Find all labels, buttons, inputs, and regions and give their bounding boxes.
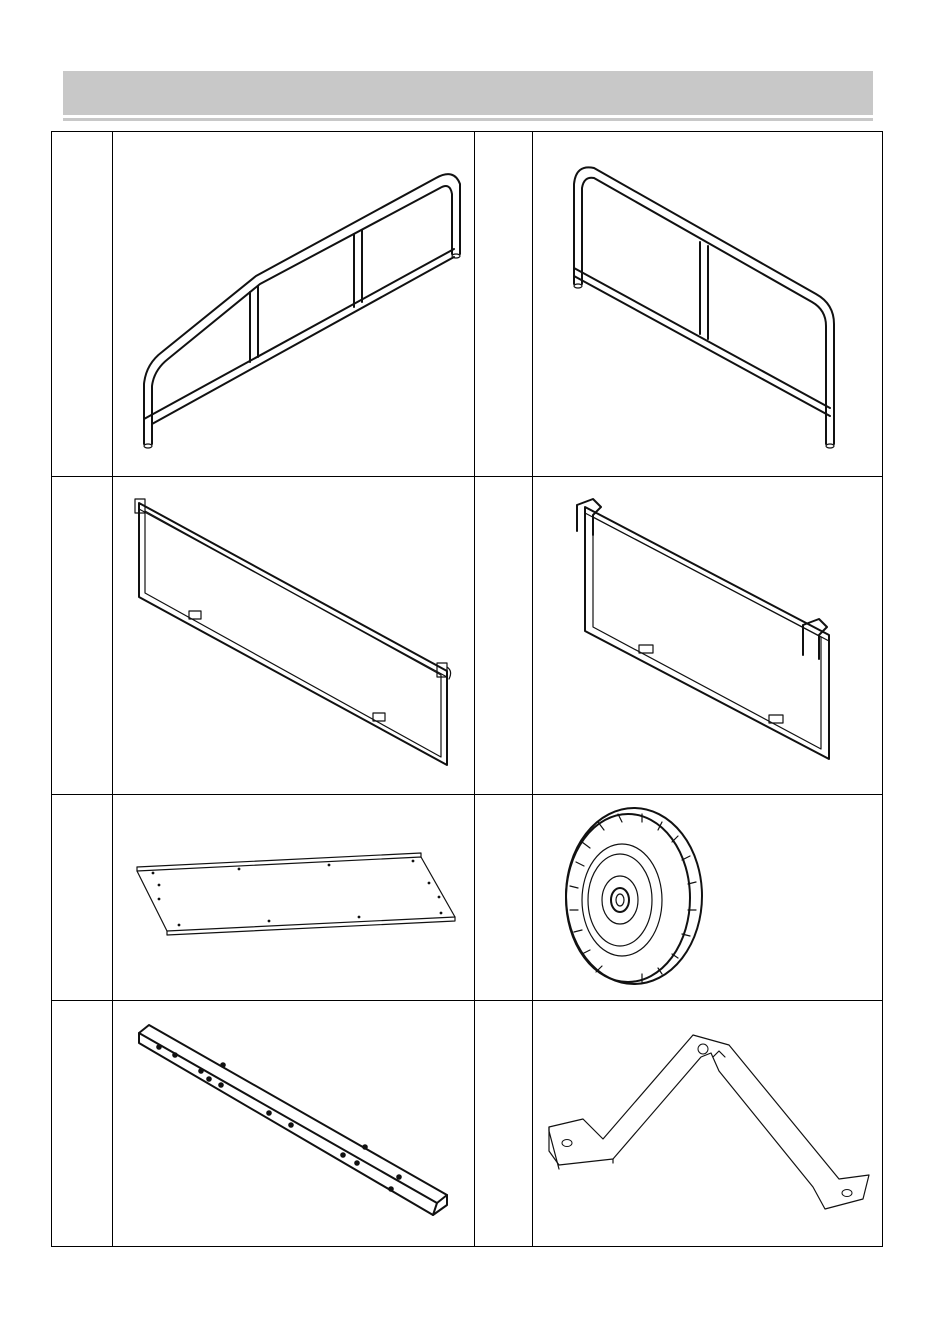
part-image-cell <box>113 477 475 794</box>
table-row <box>52 1000 883 1246</box>
part-number-cell <box>475 1000 533 1246</box>
side-panel-frame-icon <box>129 495 459 775</box>
part-number-cell <box>52 132 113 477</box>
part-number-cell <box>52 1000 113 1246</box>
header-bar <box>63 71 873 115</box>
part-image-cell <box>533 794 883 1000</box>
part-number-cell <box>475 794 533 1000</box>
part-number-cell <box>475 132 533 477</box>
part-image-cell <box>113 1000 475 1246</box>
header-rule <box>63 118 873 121</box>
table-row <box>52 477 883 794</box>
part-image-cell <box>533 1000 883 1246</box>
part-image-cell <box>113 794 475 1000</box>
side-rail-sloped-icon <box>124 154 464 454</box>
part-image-cell <box>533 477 883 794</box>
bed-floor-plate-icon <box>129 807 459 987</box>
part-number-cell <box>475 477 533 794</box>
part-image-cell <box>533 132 883 477</box>
part-image-cell <box>113 132 475 477</box>
pneumatic-wheel-icon <box>558 802 858 992</box>
side-rail-front-icon <box>558 154 858 454</box>
part-number-cell <box>52 794 113 1000</box>
table-row <box>52 794 883 1000</box>
end-panel-frame-icon <box>563 495 853 775</box>
part-number-cell <box>52 477 113 794</box>
parts-table <box>51 131 883 1247</box>
table-row <box>52 132 883 477</box>
angle-bracket-bar-icon <box>129 1013 459 1233</box>
v-support-bracket-icon <box>543 1023 873 1223</box>
